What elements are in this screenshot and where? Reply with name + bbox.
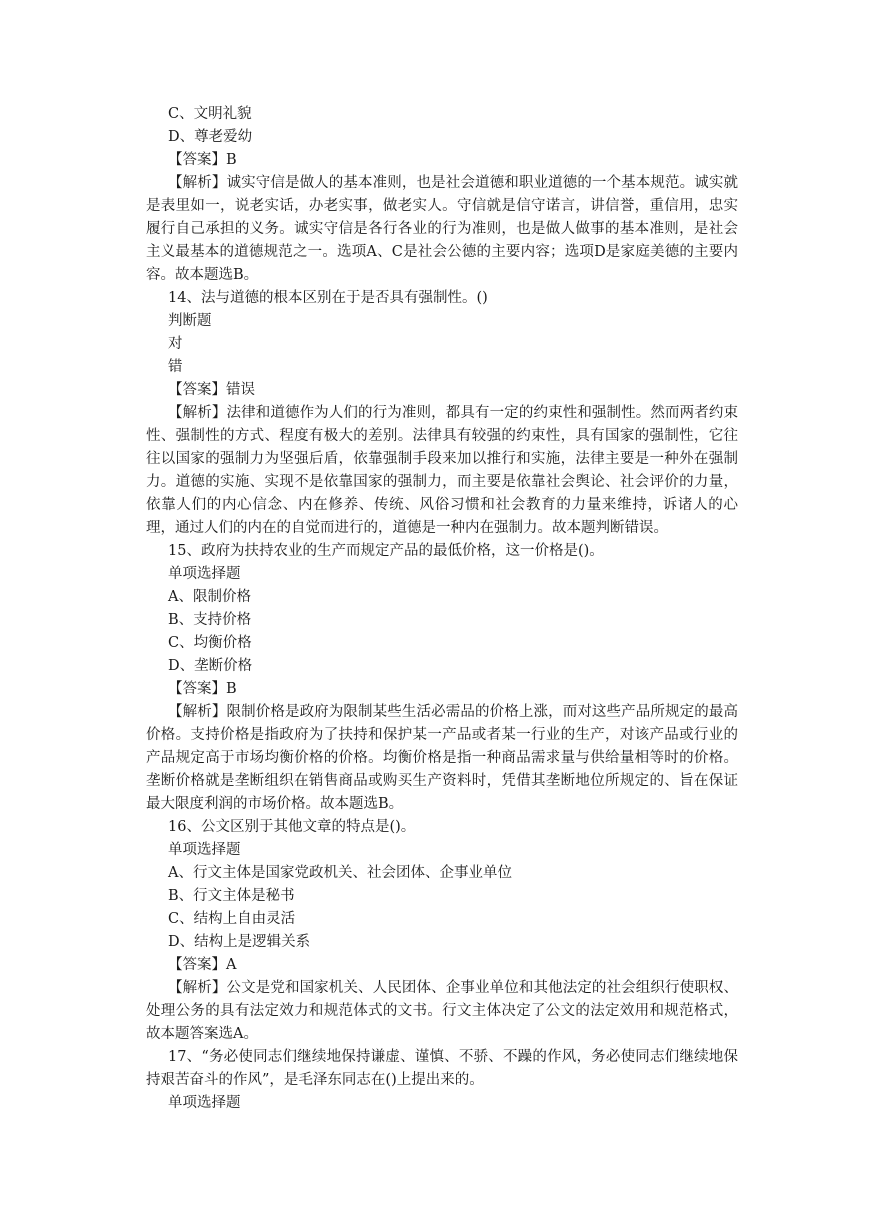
analysis: 【解析】公文是党和国家机关、人民团体、企事业单位和其他法定的社会组织行使职权、处理公务的具有法定效力和规范体式的文书。行文主体决定了公文的法定效用和规范格式，故本题答案选A。	[146, 980, 738, 1042]
answer: 【答案】B	[168, 681, 237, 697]
question-type: 单项选择题	[168, 566, 241, 582]
question-type: 判断题	[168, 313, 212, 329]
option-true: 对	[168, 336, 183, 352]
option-a: A、行文主体是国家党政机关、社会团体、企事业单位	[168, 865, 512, 881]
option-b: B、支持价格	[168, 612, 252, 628]
option-d: D、垄断价格	[168, 658, 253, 674]
option-c: C、结构上自由灵活	[168, 911, 296, 927]
option-false: 错	[168, 359, 183, 375]
answer: 【答案】错误	[168, 382, 255, 398]
document-page	[146, 103, 738, 1115]
question-15: 15、政府为扶持农业的生产而规定产品的最低价格，这一价格是()。	[168, 543, 604, 559]
option-a: A、限制价格	[168, 589, 251, 605]
question-type: 单项选择题	[168, 842, 241, 858]
analysis: 【解析】法律和道德作为人们的行为准则，都具有一定的约束性和强制性。然而两者约束性、强制性的方式、程度有极大的差别。法律具有较强的约束性，具有国家的强制性，它往往以国家的强制力为坚强后盾，依靠强制手段来加以推行和实施，法律主要是一种外在强制力。道德的实施、实现不是依靠国家的强制力，而主要是依靠社会舆论、社会评价的力量，依靠人们的内心信念、内在修养、传统、风俗习惯和社会教育的力量来维持，诉诸人的心理，通过人们的内在的自觉而进行的，道德是一种内在强制力。故本题判断错误。	[146, 405, 738, 536]
analysis: 【解析】诚实守信是做人的基本准则，也是社会道德和职业道德的一个基本规范。诚实就是表里如一，说老实话，办老实事，做老实人。守信就是信守诺言，讲信誉，重信用，忠实履行自己承担的义务。诚实守信是各行各业的行为准则，也是做人做事的基本准则，是社会主义最基本的道德规范之一。选项A、C是社会公德的主要内容；选项D是家庭美德的主要内容。故本题选B。	[146, 175, 738, 283]
question-14: 14、法与道德的根本区别在于是否具有强制性。()	[168, 290, 488, 306]
option-c: C、文明礼貌	[168, 106, 252, 122]
question-17: 17、“务必使同志们继续地保持谦虚、谨慎、不骄、不躁的作风，务必使同志们继续地保持艰苦奋斗的作风”，是毛泽东同志在()上提出来的。	[146, 1049, 738, 1088]
question-type: 单项选择题	[168, 1095, 241, 1111]
option-d: D、结构上是逻辑关系	[168, 934, 311, 950]
option-c: C、均衡价格	[168, 635, 252, 651]
option-b: B、行文主体是秘书	[168, 888, 295, 904]
question-16: 16、公文区别于其他文章的特点是()。	[168, 819, 416, 835]
answer: 【答案】A	[168, 957, 237, 973]
analysis: 【解析】限制价格是政府为限制某些生活必需品的价格上涨，而对这些产品所规定的最高价格。支持价格是指政府为了扶持和保护某一产品或者某一行业的生产，对该产品或行业的产品规定高于市场均衡价格的价格。均衡价格是指一种商品需求量与供给量相等时的价格。垄断价格就是垄断组织在销售商品或购买生产资料时，凭借其垄断地位所规定的、旨在保证最大限度利润的市场价格。故本题选B。	[146, 704, 738, 812]
answer: 【答案】B	[168, 152, 237, 168]
option-d: D、尊老爱幼	[168, 129, 253, 145]
